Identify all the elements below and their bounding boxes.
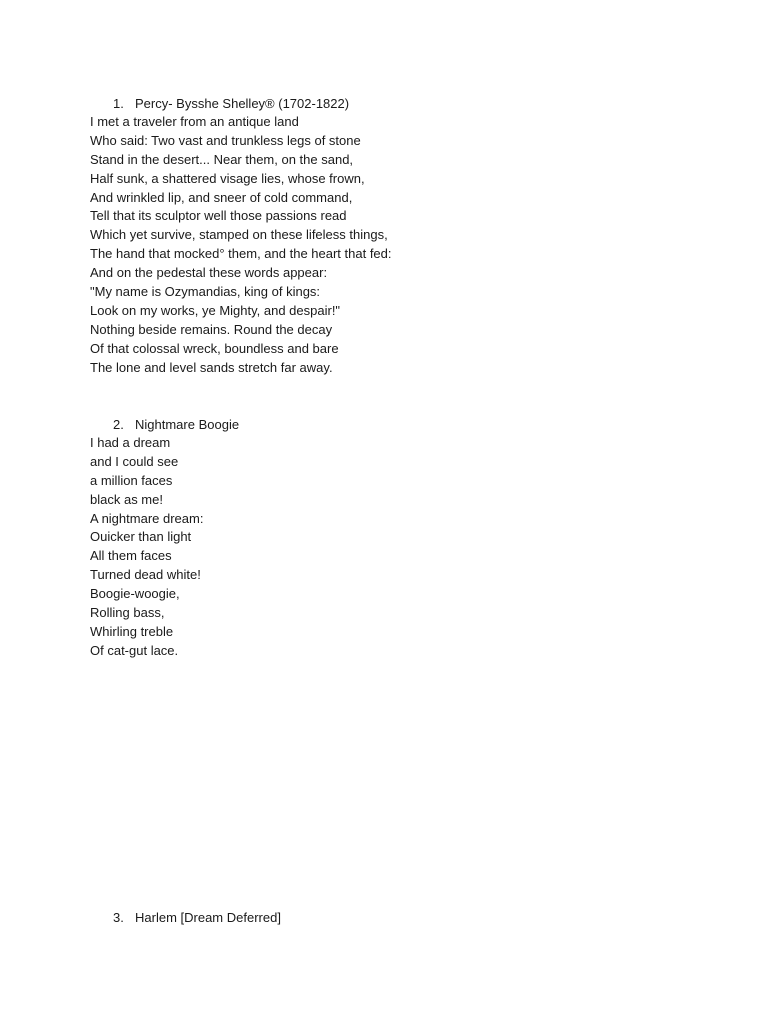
poem-line: "My name is Ozymandias, king of kings:: [90, 284, 321, 300]
poem-line: The lone and level sands stretch far away.: [90, 359, 333, 375]
poem-line: And wrinkled lip, and sneer of cold command,: [90, 189, 353, 205]
poem-line: Stand in the desert... Near them, on the sand,: [90, 151, 354, 167]
poem-line: A nightmare dream:: [90, 510, 204, 526]
section-heading-3: [113, 908, 281, 927]
section-title: Nightmare Boogie: [135, 417, 240, 432]
section-heading-2: [113, 415, 239, 434]
poem-line: Rolling bass,: [90, 605, 165, 621]
poem-line: and I could see: [90, 453, 179, 469]
poem-line: Turned dead white!: [90, 567, 201, 583]
poem-nightmare-boogie: [90, 434, 203, 661]
poem-line: Of cat-gut lace.: [90, 642, 179, 658]
poem-line: I met a traveler from an antique land: [90, 114, 299, 129]
poem-line: black as me!: [90, 491, 163, 507]
poem-line: Whirling treble: [90, 623, 174, 639]
section-heading-1: [113, 94, 349, 113]
poem-line: All them faces: [90, 548, 172, 564]
poem-line: The hand that mocked° them, and the heart that fed:: [90, 246, 392, 262]
list-number: 1.: [113, 96, 124, 111]
poem-line: Nothing beside remains. Round the decay: [90, 321, 333, 337]
poem-line: Look on my works, ye Mighty, and despair!": [90, 302, 341, 318]
list-number: 2.: [113, 417, 124, 432]
poem-ozymandias: [90, 113, 392, 377]
section-title: Percy- Bysshe Shelley® (1702-1822): [135, 96, 350, 111]
list-number: 3.: [113, 910, 124, 925]
section-title: Harlem [Dream Deferred]: [135, 910, 281, 925]
poem-line: Ouicker than light: [90, 529, 192, 545]
poem-line: And on the pedestal these words appear:: [90, 265, 328, 281]
poem-line: Half sunk, a shattered visage lies, whose frown,: [90, 170, 365, 186]
poem-line: Who said: Two vast and trunkless legs of stone: [90, 132, 361, 148]
poem-line: I had a dream: [90, 435, 171, 450]
poem-line: Tell that its sculptor well those passions read: [90, 208, 347, 224]
poem-line: Which yet survive, stamped on these lifeless things,: [90, 227, 388, 243]
poem-line: Boogie-woogie,: [90, 586, 180, 602]
poem-line: a million faces: [90, 472, 173, 488]
poem-line: Of that colossal wreck, boundless and bare: [90, 340, 339, 356]
